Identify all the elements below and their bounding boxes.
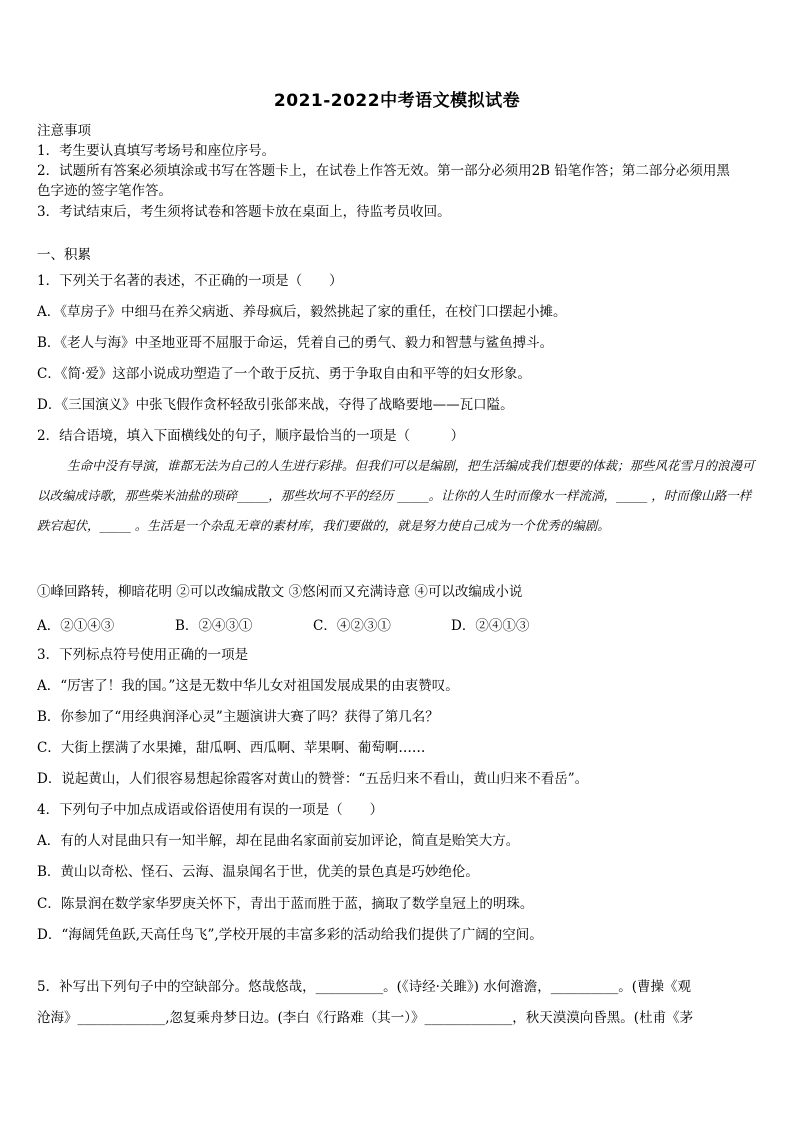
q3-option-c: C．大街上摆满了水果摊，甜瓜啊、西瓜啊、苹果啊、葡萄啊…… <box>37 740 426 756</box>
notice-item-1: 1．考生要认真填写考场号和座位序号。 <box>37 143 276 159</box>
q4-option-d: D．“海阔凭鱼跃,天高任鸟飞”,学校开展的丰富多彩的活动给我们提供了广阔的空间。 <box>37 927 543 943</box>
q3-option-d: D．说起黄山，人们很容易想起徐霞客对黄山的赞誉：“五岳归来不看山，黄山归来不看岳”。 <box>37 771 589 787</box>
q3-option-b: B．你参加了“用经典润泽心灵”主题演讲大赛了吗？获得了第几名？ <box>37 709 439 725</box>
notice-item-3: 3．考试结束后，考生须将试卷和答题卡放在桌面上，待监考员收回。 <box>37 204 451 220</box>
q2-option-c: C．④②③① <box>313 618 391 634</box>
section-heading: 一、积累 <box>37 247 91 263</box>
q4-stem: 4．下列句子中加点成语或俗语使用有误的一项是（ ） <box>37 802 384 818</box>
q2-options <box>37 614 759 634</box>
q3-stem: 3．下列标点符号使用正确的一项是 <box>37 647 249 663</box>
q2-choices: ①峰回路转，柳暗花明 ②可以改编成散文 ③悠闲而又充满诗意 ④可以改编成小说 <box>37 584 523 600</box>
notice-item-2-cont: 色字迹的签字笔作答。 <box>37 183 172 199</box>
q2-option-a: A．②①④③ <box>37 618 115 634</box>
q4-option-c: C．陈景润在数学家华罗庚关怀下，青出于蓝而胜于蓝，摘取了数学皇冠上的明珠。 <box>37 896 534 912</box>
q1-option-d: D．《三国演义》中张飞假作贪杯轻敌引张郃来战，夺得了战略要地——瓦口隘。 <box>37 397 514 413</box>
q1-stem: 1．下列关于名著的表述，不正确的一项是（ ） <box>37 273 343 289</box>
notice-item-2: 2．试题所有答案必须填涂或书写在答题卡上，在试卷上作答无效。第一部分必须用2B 铅笔作答；第二部分必须用黑 <box>37 163 730 179</box>
q2-option-b: B．②④③① <box>175 618 253 634</box>
notice-heading: 注意事项 <box>37 123 91 139</box>
q2-stem: 2．结合语境，填入下面横线处的句子，顺序最恰当的一项是（ ） <box>37 428 465 444</box>
q5-line-2: 沧海》_____________,忽复乘舟梦日边。(李白《行路难（其一）》_____________，秋天漠漠向昏黑。(杜甫《茅 <box>37 1010 694 1026</box>
q1-option-c: C．《简·爱》这部小说成功塑造了一个敢于反抗、勇于争取自由和平等的妇女形象。 <box>37 366 531 382</box>
q1-option-a: A．《草房子》中细马在养父病逝、养母疯后，毅然挑起了家的重任，在校门口摆起小摊。 <box>37 304 567 320</box>
q1-option-b: B．《老人与海》中圣地亚哥不屈服于命运，凭着自己的勇气、毅力和智慧与鲨鱼搏斗。 <box>37 335 554 351</box>
q4-option-a: A．有的人对昆曲只有一知半解，却在昆曲名家面前妄加评论，简直是贻笑大方。 <box>37 833 520 849</box>
q3-option-a: A．“厉害了！我的国。”这是无数中华儿女对祖国发展成果的由衷赞叹。 <box>37 678 459 694</box>
q2-option-d: D．②④①③ <box>451 618 530 634</box>
q2-passage: 生命中没有导演，谁都无法为自己的人生进行彩排。但我们可以是编剧，把生活编成我们想要的体裁；那些风花雪月的浪漫可以改编成诗歌，那些柴米油盐的琐碎_____，那些坎坷不平的经历 _____。让你的人生时而像水一样流淌，_____ ，时而像山路一样跌宕起伏，_____ 。生活是一个杂乱无章的素材库，我们要做的，就是努力使自己成为一个优秀的编剧。 <box>37 458 755 533</box>
q4-option-b: B．黄山以奇松、怪石、云海、温泉闻名于世，优美的景色真是巧妙绝伦。 <box>37 864 479 880</box>
q5-line-1: 5．补写出下列句子中的空缺部分。悠哉悠哉，__________。(《诗经·关雎》) 水何澹澹，__________。(曹操《观 <box>37 979 691 995</box>
page-title: 2021-2022中考语文模拟试卷 <box>273 91 521 111</box>
